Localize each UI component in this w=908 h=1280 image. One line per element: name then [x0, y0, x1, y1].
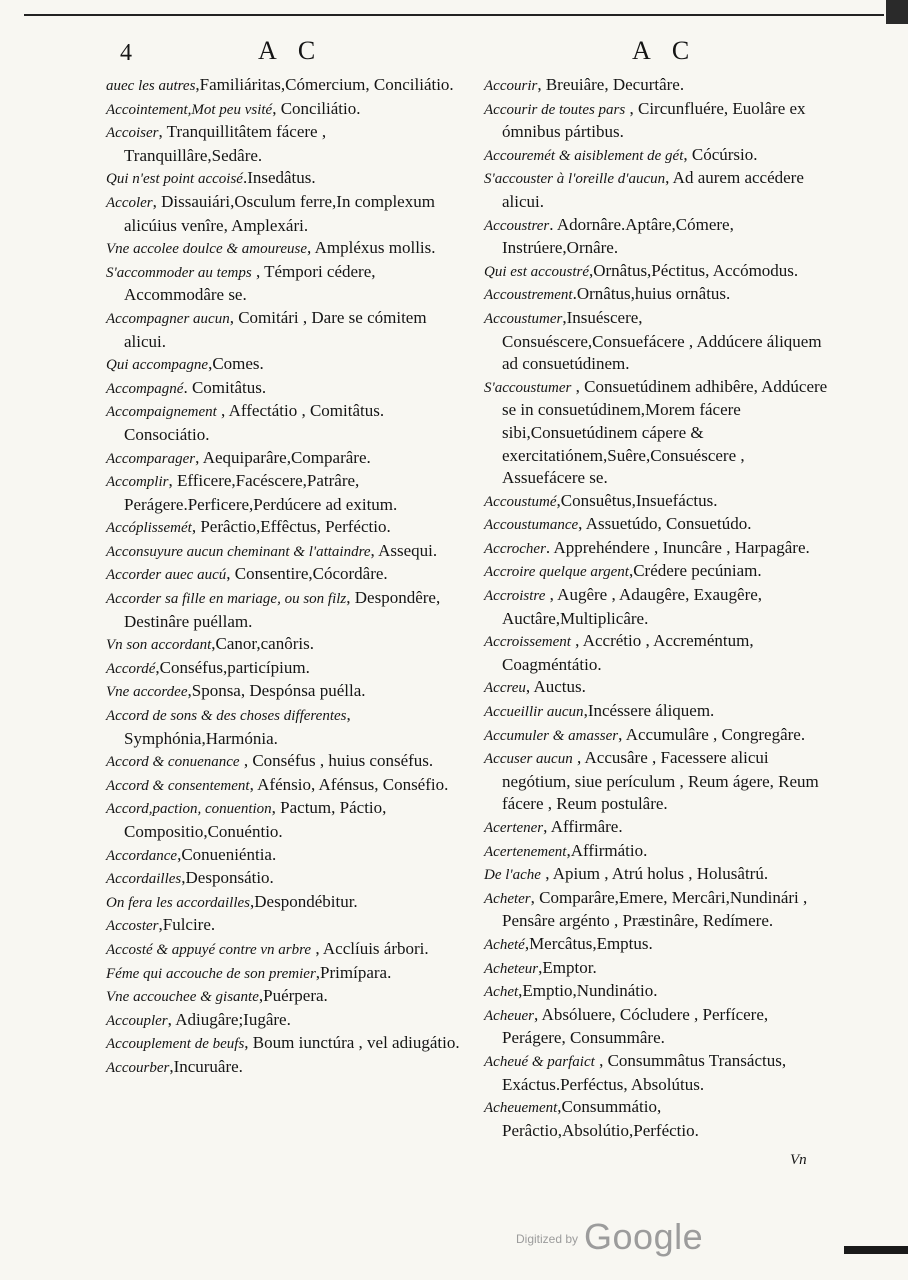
entry-translation: ,Desponsátio. [181, 868, 274, 888]
entry-headword: Accompagné [106, 380, 184, 397]
entry-headword: Accoustrement [484, 287, 573, 304]
entry-headword: Accueillir aucun [484, 704, 584, 721]
dictionary-entry [484, 700, 828, 724]
dictionary-entry [106, 867, 462, 891]
right-column [484, 74, 828, 1142]
dictionary-entry [106, 516, 462, 540]
entry-headword: Accoupler [106, 1012, 168, 1029]
top-border-rule [24, 0, 884, 16]
entry-headword: Qui accompagne [106, 357, 209, 374]
digitized-by-google-watermark [516, 1216, 703, 1258]
dictionary-entry [484, 537, 828, 561]
dictionary-entry [106, 844, 462, 868]
entry-headword: auec les autres [106, 78, 196, 94]
entry-headword: Accord de sons & des choses differentes [106, 708, 347, 725]
entry-translation: , Témpori cédere, Accommodâre se. [124, 261, 376, 305]
entry-headword: Qui est accoustré [484, 263, 589, 280]
entry-headword: S'accommoder au temps [106, 264, 252, 281]
entry-headword: Vne accolee doulce & amoureuse [106, 241, 308, 258]
entry-translation: , Accusâre , Facessere alicui negótium, siue perículum , Reum ágere, Reum fácere , Reum postulâre. [502, 748, 819, 814]
entry-translation: , Accumulâre , Congregâre. [618, 724, 806, 744]
dictionary-entry [484, 74, 828, 98]
entry-headword: Accointement,Mot peu vsité [106, 101, 273, 118]
entry-headword: On fera les accordailles [106, 894, 251, 911]
entry-translation: , Despondêre, Destinâre puéllam. [124, 588, 441, 631]
entry-translation: , Consummâtus Transáctus, Exáctus.Perféctus, Absolútus. [502, 1050, 787, 1094]
entry-translation: . Apprehéndere , Inuncâre , Harpagâre. [545, 537, 810, 557]
entry-translation: , Afénsio, Afénsus, Conséfio. [249, 774, 449, 794]
entry-translation: ,Fulcire. [158, 915, 216, 935]
dictionary-entry [106, 750, 462, 774]
entry-headword: Vne accouchee & gisante [106, 989, 259, 1006]
entry-translation: ,Despondébitur. [250, 891, 358, 911]
entry-headword: Acertenement [484, 843, 567, 860]
dictionary-entry [106, 797, 462, 843]
entry-translation: , Adiugâre;Iugâre. [167, 1009, 291, 1029]
entry-translation: ,Affirmátio. [566, 840, 648, 860]
entry-headword: Vn son accordant [106, 637, 212, 654]
dictionary-entry [106, 470, 462, 516]
google-logo: Google [584, 1216, 704, 1257]
dictionary-entry [484, 1050, 828, 1096]
dictionary-entry [106, 237, 462, 261]
entry-headword: Acconsuyure aucun cheminant & l'attaindre [106, 543, 371, 560]
entry-headword: Accuser aucun [484, 751, 573, 768]
entry-translation: ,Crédere pecúniam. [628, 561, 762, 581]
entry-translation: .Ornâtus,huius ornâtus. [572, 284, 731, 304]
entry-headword: Acheué & parfaict [484, 1053, 595, 1070]
entry-headword: Féme qui accouche de son premier [106, 965, 316, 982]
dictionary-entry [106, 98, 462, 122]
entry-translation: .Insedâtus. [242, 168, 316, 188]
catchword: Vn [790, 1152, 807, 1168]
dictionary-entry [484, 260, 828, 284]
entry-headword: Accorder auec aucú [106, 567, 227, 584]
entry-translation: , Circunfluére, Euolâre ex ómnibus pártibus. [502, 98, 806, 142]
dictionary-entry [484, 747, 828, 816]
dictionary-entry [484, 724, 828, 748]
entry-headword: De l'ache [484, 867, 541, 884]
entry-headword: Accord,paction, conuention [106, 801, 272, 818]
entry-translation: , Cócúrsio. [683, 144, 758, 164]
entry-headword: Accourir [484, 78, 538, 94]
entry-translation: , Comitári , Dare se cómitem alicui. [124, 307, 427, 351]
dictionary-entry [106, 1056, 462, 1080]
entry-translation: ,Emptio,Nundinátio. [518, 981, 658, 1001]
page-edge-mark [886, 0, 908, 24]
dictionary-entry [484, 863, 828, 887]
entry-headword: Accroistre [484, 588, 546, 605]
dictionary-entry [106, 1032, 462, 1056]
entry-translation: ,Insuéscere, Consuéscere,Consuefácere , Addúcere áliquem ad consuetúdinem. [502, 307, 822, 374]
dictionary-entry [484, 214, 828, 260]
dictionary-entry [484, 887, 828, 933]
entry-headword: Accoustumé [484, 493, 557, 510]
dictionary-entry [484, 144, 828, 168]
entry-headword: Accordé [106, 660, 156, 677]
entry-headword: Acertener [484, 820, 544, 836]
dictionary-entry [484, 98, 828, 144]
entry-headword: Accóplissemét [106, 520, 192, 537]
entry-translation: , Affirmâre. [543, 817, 623, 836]
dictionary-entry [106, 74, 462, 98]
dictionary-entry [484, 933, 828, 957]
entry-headword: Accoiser [106, 125, 159, 142]
entry-translation: , Breuiâre, Decurtâre. [537, 75, 685, 94]
dictionary-entry [106, 167, 462, 191]
entry-translation: , Auctus. [525, 677, 586, 697]
entry-headword: Accomplir [106, 474, 169, 491]
entry-translation: , Boum iunctúra , vel adiugátio. [244, 1033, 460, 1053]
entry-headword: Accomparager [106, 450, 196, 467]
entry-headword: Accoustumance [484, 517, 579, 534]
entry-translation: ,Comes. [208, 354, 264, 374]
entry-translation: , Tranquillitâtem fácere , Tranquillâre,Sedâre. [124, 122, 327, 165]
running-head-right: A C [632, 36, 698, 65]
entry-translation: , Aequiparâre,Comparâre. [195, 447, 371, 467]
dictionary-entry [484, 283, 828, 307]
entry-headword: S'accoustumer [484, 379, 572, 396]
dictionary-entry [106, 962, 462, 986]
dictionary-entry [106, 774, 462, 798]
dictionary-entry [106, 447, 462, 471]
entry-translation: ,Mercâtus,Emptus. [524, 933, 653, 953]
entry-headword: Accompaignement [106, 404, 217, 421]
entry-translation: , Assequi. [370, 540, 438, 560]
dictionary-entry [106, 938, 462, 962]
entry-translation: ,Emptor. [538, 957, 597, 977]
entry-translation: ,Incéssere áliquem. [583, 701, 715, 721]
entry-headword: Accourber [106, 1059, 170, 1076]
dictionary-entry [484, 980, 828, 1004]
entry-translation: . Comitâtus. [183, 377, 267, 397]
entry-translation: , Accrétio , Accreméntum, Coagméntátio. [502, 631, 754, 674]
dictionary-entry [484, 490, 828, 514]
entry-translation: , Consuetúdinem adhibêre, Addúcere se in consuetúdinem,Morem fácere sibi,Consuetúdinem cápere & exercitatiónem,Suêre,Consuéscere , Assuefácere se. [502, 376, 828, 488]
dictionary-entry [484, 816, 828, 840]
entry-headword: Accumuler & amasser [484, 727, 619, 744]
entry-headword: Acheuement [484, 1100, 558, 1117]
entry-headword: Accroissement [484, 634, 571, 651]
entry-headword: Acheter [484, 890, 531, 907]
entry-translation: ,Consuêtus,Insuefáctus. [556, 490, 718, 510]
entry-headword: Accosté & appuyé contre vn arbre [106, 941, 312, 958]
entry-translation: , Affectátio , Comitâtus. Consociátio. [124, 401, 385, 444]
entry-headword: Accordailles [106, 871, 182, 888]
entry-headword: Accroire quelque argent [484, 564, 629, 581]
entry-headword: Accord & consentement [106, 777, 250, 794]
entry-translation: , Acclíuis árbori. [311, 938, 429, 958]
dictionary-entry [484, 676, 828, 700]
entry-translation: , Dissauiári,Osculum ferre,In complexum alicúius venîre, Amplexári. [124, 191, 435, 235]
entry-headword: Qui n'est point accoisé [106, 171, 243, 188]
entry-translation: , Absóluere, Cócludere , Perfícere, Perágere, Consummâre. [502, 1004, 769, 1048]
dictionary-entry [484, 560, 828, 584]
dictionary-entry [106, 1009, 462, 1033]
entry-translation: , Consentire,Cócordâre. [226, 564, 388, 584]
entry-translation: ,Canor,canôris. [211, 634, 314, 654]
entry-headword: Accourir de toutes pars [484, 101, 626, 118]
dictionary-entry [106, 353, 462, 377]
entry-headword: Acheteur [484, 960, 539, 977]
entry-translation: , Ampléxus mollis. [307, 238, 436, 258]
dictionary-entry [484, 630, 828, 676]
entry-headword: Accrocher [484, 540, 546, 557]
dictionary-entry [106, 587, 462, 633]
bottom-edge-mark [844, 1246, 908, 1254]
dictionary-entry [106, 680, 462, 704]
running-head-left: A C [258, 36, 324, 65]
dictionary-entry [106, 633, 462, 657]
page-number: 4 [120, 40, 132, 66]
entry-translation: ,Sponsa, Despónsa puélla. [187, 681, 366, 701]
entry-headword: Accoler [106, 194, 153, 211]
entry-headword: Acheuer [484, 1007, 534, 1024]
entry-headword: Accoster [106, 918, 159, 935]
entry-headword: S'accouster à l'oreille d'aucun [484, 171, 666, 188]
dictionary-entry [484, 1004, 828, 1050]
entry-headword: Vne accordee [106, 684, 188, 701]
entry-translation: ,Conséfus,particípium. [155, 657, 310, 677]
entry-translation: , Efficere,Facéscere,Patrâre, Perágere.Perficere,Perdúcere ad exitum. [124, 471, 398, 514]
entry-translation: , Perâctio,Effêctus, Perféctio. [191, 517, 391, 537]
entry-headword: Accordance [106, 847, 178, 864]
dictionary-entry [484, 376, 828, 490]
entry-headword: Accouplement de beufs [106, 1036, 245, 1053]
entry-translation: , Conciliátio. [272, 98, 361, 118]
entry-translation: , Assuetúdo, Consuetúdo. [578, 514, 752, 534]
entry-headword: Acheté [484, 936, 525, 953]
dictionary-entry [484, 307, 828, 376]
entry-headword: Achet [484, 984, 519, 1001]
entry-translation: , Symphónia,Harmónia. [124, 705, 351, 748]
digitized-by-text: Digitized by [516, 1232, 579, 1246]
dictionary-entry [484, 584, 828, 630]
entry-translation: , Augêre , Adaugêre, Exaugêre, Auctâre,Multiplicâre. [502, 585, 763, 628]
entry-translation: , Conséfus , huius conséfus. [239, 751, 434, 771]
dictionary-entry [106, 704, 462, 750]
dictionary-entry [484, 957, 828, 981]
dictionary-entry [106, 377, 462, 401]
entry-translation: , Ad aurem accédere alicui. [502, 168, 804, 211]
entry-translation: ,Primípara. [315, 962, 392, 982]
entry-headword: Accompagner aucun [106, 310, 230, 327]
entry-headword: Accorder sa fille en mariage, ou son filz [106, 591, 347, 608]
entry-translation: ,Ornâtus,Péctitus, Accómodus. [588, 260, 799, 280]
dictionary-entry [484, 840, 828, 864]
dictionary-entry [106, 657, 462, 681]
entry-headword: Accoustumer [484, 310, 563, 327]
entry-translation: , Apium , Atrú holus , Holusâtrú. [540, 864, 769, 884]
dictionary-entry [106, 914, 462, 938]
entry-translation: ,Incuruâre. [169, 1056, 243, 1076]
entry-headword: Accord & conuenance [106, 754, 240, 771]
entry-translation: ,Conueniéntia. [177, 844, 277, 864]
entry-headword: Accreu [484, 680, 526, 697]
dictionary-entry [106, 307, 462, 353]
entry-headword: Accouremét & aisiblement de gét [484, 147, 684, 164]
entry-translation: . Adornâre.Aptâre,Cómere, Instrúere,Ornâre. [502, 214, 734, 258]
dictionary-entry [484, 513, 828, 537]
dictionary-entry [106, 121, 462, 167]
entry-translation: ,Familiáritas,Cómercium, Conciliátio. [195, 75, 454, 94]
dictionary-entry [484, 167, 828, 213]
dictionary-entry [484, 1096, 828, 1142]
dictionary-entry [106, 563, 462, 587]
dictionary-entry [106, 891, 462, 915]
entry-translation: ,Puérpera. [258, 986, 328, 1006]
left-column [106, 74, 462, 1080]
entry-translation: ,Consummátio, Perâctio,Absolútio,Perféctio. [502, 1097, 699, 1140]
entry-translation: , Comparâre,Emere, Mercâri,Nundinári , Pensâre argénto , Præstinâre, Redímere. [502, 887, 808, 931]
entry-headword: Accoustrer [484, 217, 550, 234]
dictionary-entry [106, 400, 462, 446]
dictionary-entry [106, 540, 462, 564]
dictionary-entry [106, 985, 462, 1009]
dictionary-entry [106, 191, 462, 237]
dictionary-entry [106, 261, 462, 307]
entry-translation: , Pactum, Páctio, Compositio,Conuéntio. [124, 798, 387, 841]
